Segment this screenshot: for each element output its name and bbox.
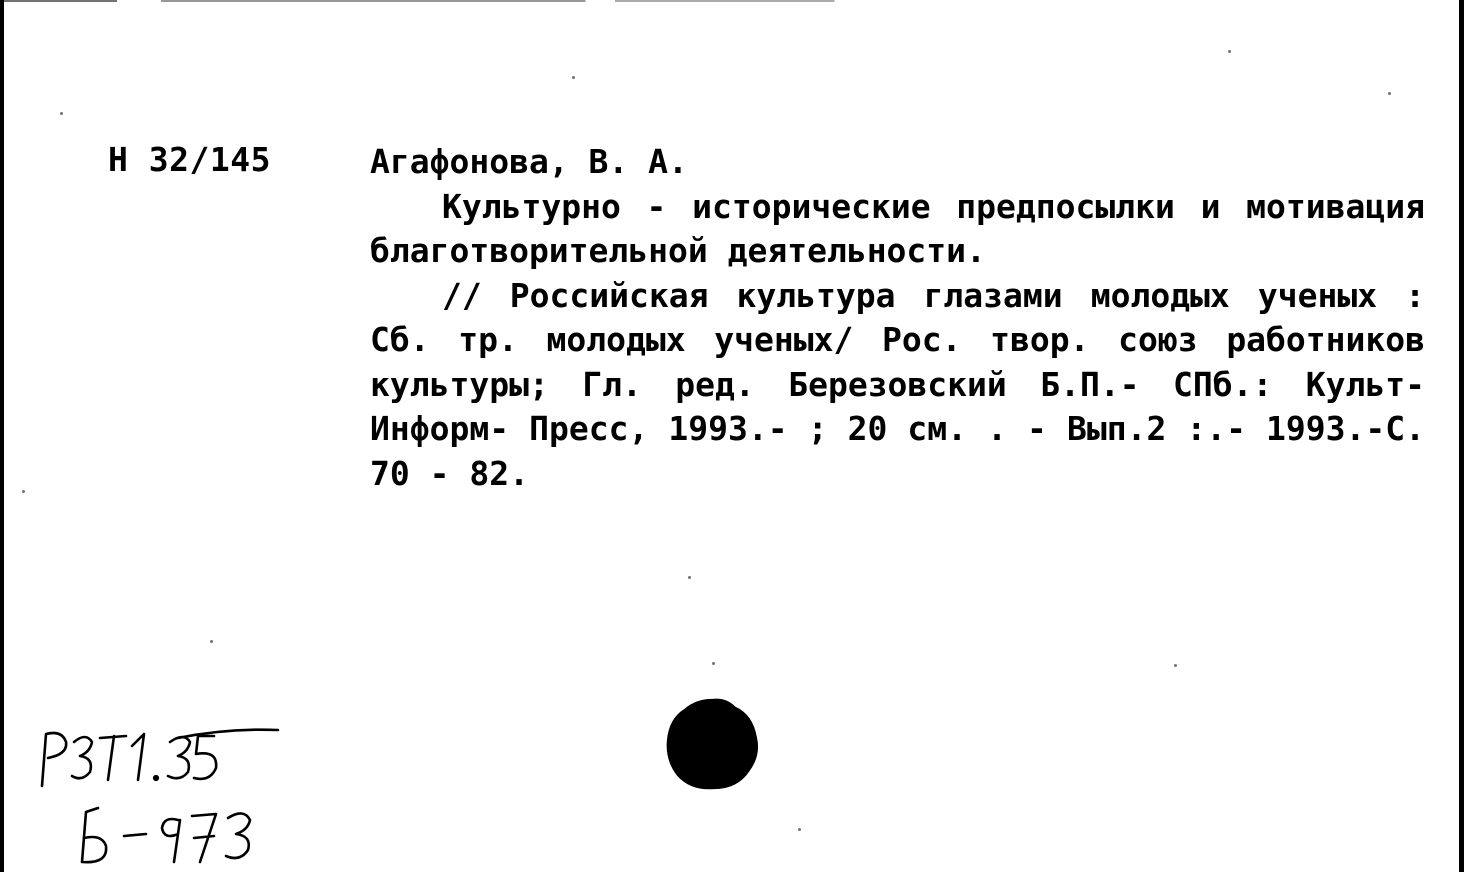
shelfmark: Н 32/145 xyxy=(108,140,271,179)
scan-speck xyxy=(572,76,575,79)
scan-speck xyxy=(22,490,25,493)
scan-speck xyxy=(798,828,801,831)
scan-speck xyxy=(1388,92,1391,95)
scan-speck xyxy=(1228,50,1231,53)
scan-speck xyxy=(712,662,715,665)
scan-speck xyxy=(210,640,213,643)
author: Агафонова, В. А. xyxy=(370,142,688,181)
source-description: // Российская культура глазами молодых ученых : Сб. тр. молодых ученых/ Рос. твор. союз работников культуры; Гл. ред. Березовский Б.П.- СПб.: Культ- Информ- Пресс, 1993.- ; 20 см. . - Вып.2 :.- 1993.-С. 70 - 82. xyxy=(370,275,1425,493)
punch-hole xyxy=(663,695,761,793)
card-right-edge xyxy=(1459,0,1464,872)
scan-speck xyxy=(60,112,63,115)
card-left-edge xyxy=(0,0,4,872)
scan-speck xyxy=(688,576,691,579)
handwritten-call-number xyxy=(28,724,328,872)
bibliographic-entry xyxy=(370,140,1425,496)
title: Культурно - исторические предпосылки и мотивация благотворительной деятельности. xyxy=(370,186,1425,270)
scan-speck xyxy=(1174,664,1177,667)
card-top-edge xyxy=(0,0,1464,2)
